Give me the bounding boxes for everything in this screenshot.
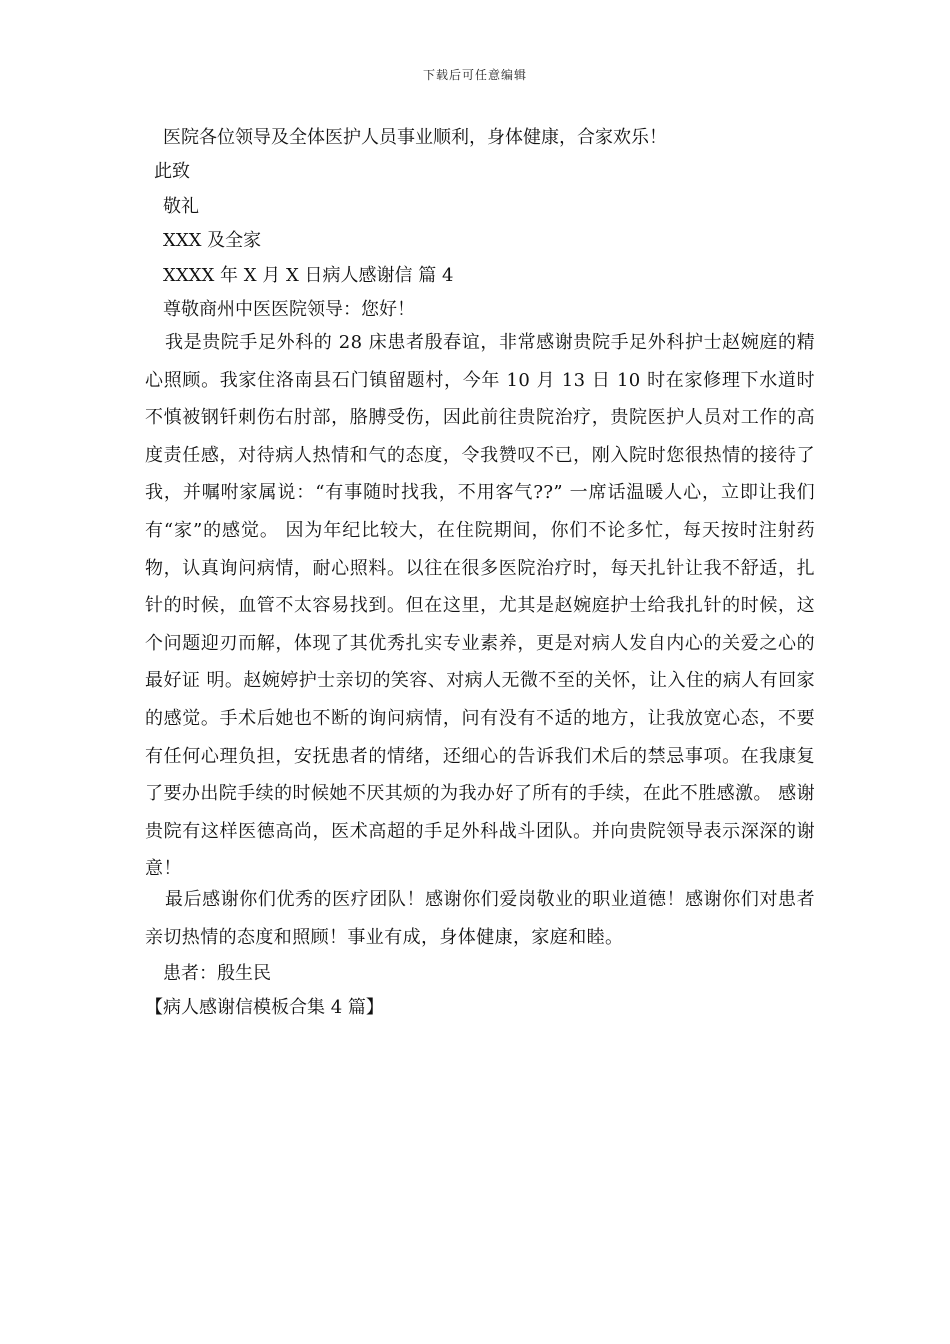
closing-paragraph: 最后感谢你们优秀的医疗团队！感谢你们爱岗敬业的职业道德！感谢你们对患者亲切热情的态度和照顾！事业有成，身体健康，家庭和睦。 — [145, 889, 815, 948]
signature-line: XXX 及全家 — [163, 230, 262, 251]
greeting-line: 尊敬商州中医医院领导：您好！ — [163, 299, 415, 320]
jingli-line: 敬礼 — [163, 196, 199, 217]
main-paragraph: 我是贵院手足外科的 28 床患者殷春谊，非常感谢贵院手足外科护士赵婉庭的精心照顾。我家住洛南县石门镇留题村，今年 10 月 13 日 10 时在家修理下水道时不慎被钢钎刺伤右肘部，胳膊受伤，因此前往贵院治疗，贵院医护人员对工作的高度责任感，对待病人热情和气的态度，令我赞叹不已，刚入院时您很热情的接待了我，并嘱咐家属说：“有事随时找我，不用客气??” 一席话温暖人心，立即让我们有“家”的感觉。 因为年纪比较大，在住院期间，你们不论多忙，每天按时注射药物，认真询问病情，耐心照料。以往在很多医院治疗时，每天扎针让我不舒适，扎针的时候，血管不太容易找到。但在这里，尤其是赵婉庭护士给我扎针的时候，这个问题迎刃而解，体现了其优秀扎实专业素养，更是对病人发自内心的关爱之心的最好证 明。赵婉婷护士亲切的笑容、对病人无微不至的关怀，让入住的病人有回家的感觉。手术后她也不断的询问病情，问有没有不适的地方，让我放宽心态，不要有任何心理负担，安抚患者的情绪，还细心的告诉我们术后的禁忌事项。在我康复了要办出院手续的时候她不厌其烦的为我办好了所有的手续，在此不胜感激。 感谢贵院有这样医德高尚，医术高超的手足外科战斗团队。并向贵院领导表示深深的谢意！ — [145, 332, 815, 880]
letter-title: XXXX 年 X 月 X 日病人感谢信 篇 4 — [163, 265, 454, 286]
wishes-line: 医院各位领导及全体医护人员事业顺利，身体健康，合家欢乐！ — [163, 127, 667, 148]
cizhi-line: 此致 — [154, 161, 190, 182]
patient-signature: 患者：殷生民 — [163, 963, 271, 984]
page-header: 下载后可任意编辑 — [422, 68, 527, 82]
collection-title: 【病人感谢信模板合集 4 篇】 — [145, 997, 384, 1018]
